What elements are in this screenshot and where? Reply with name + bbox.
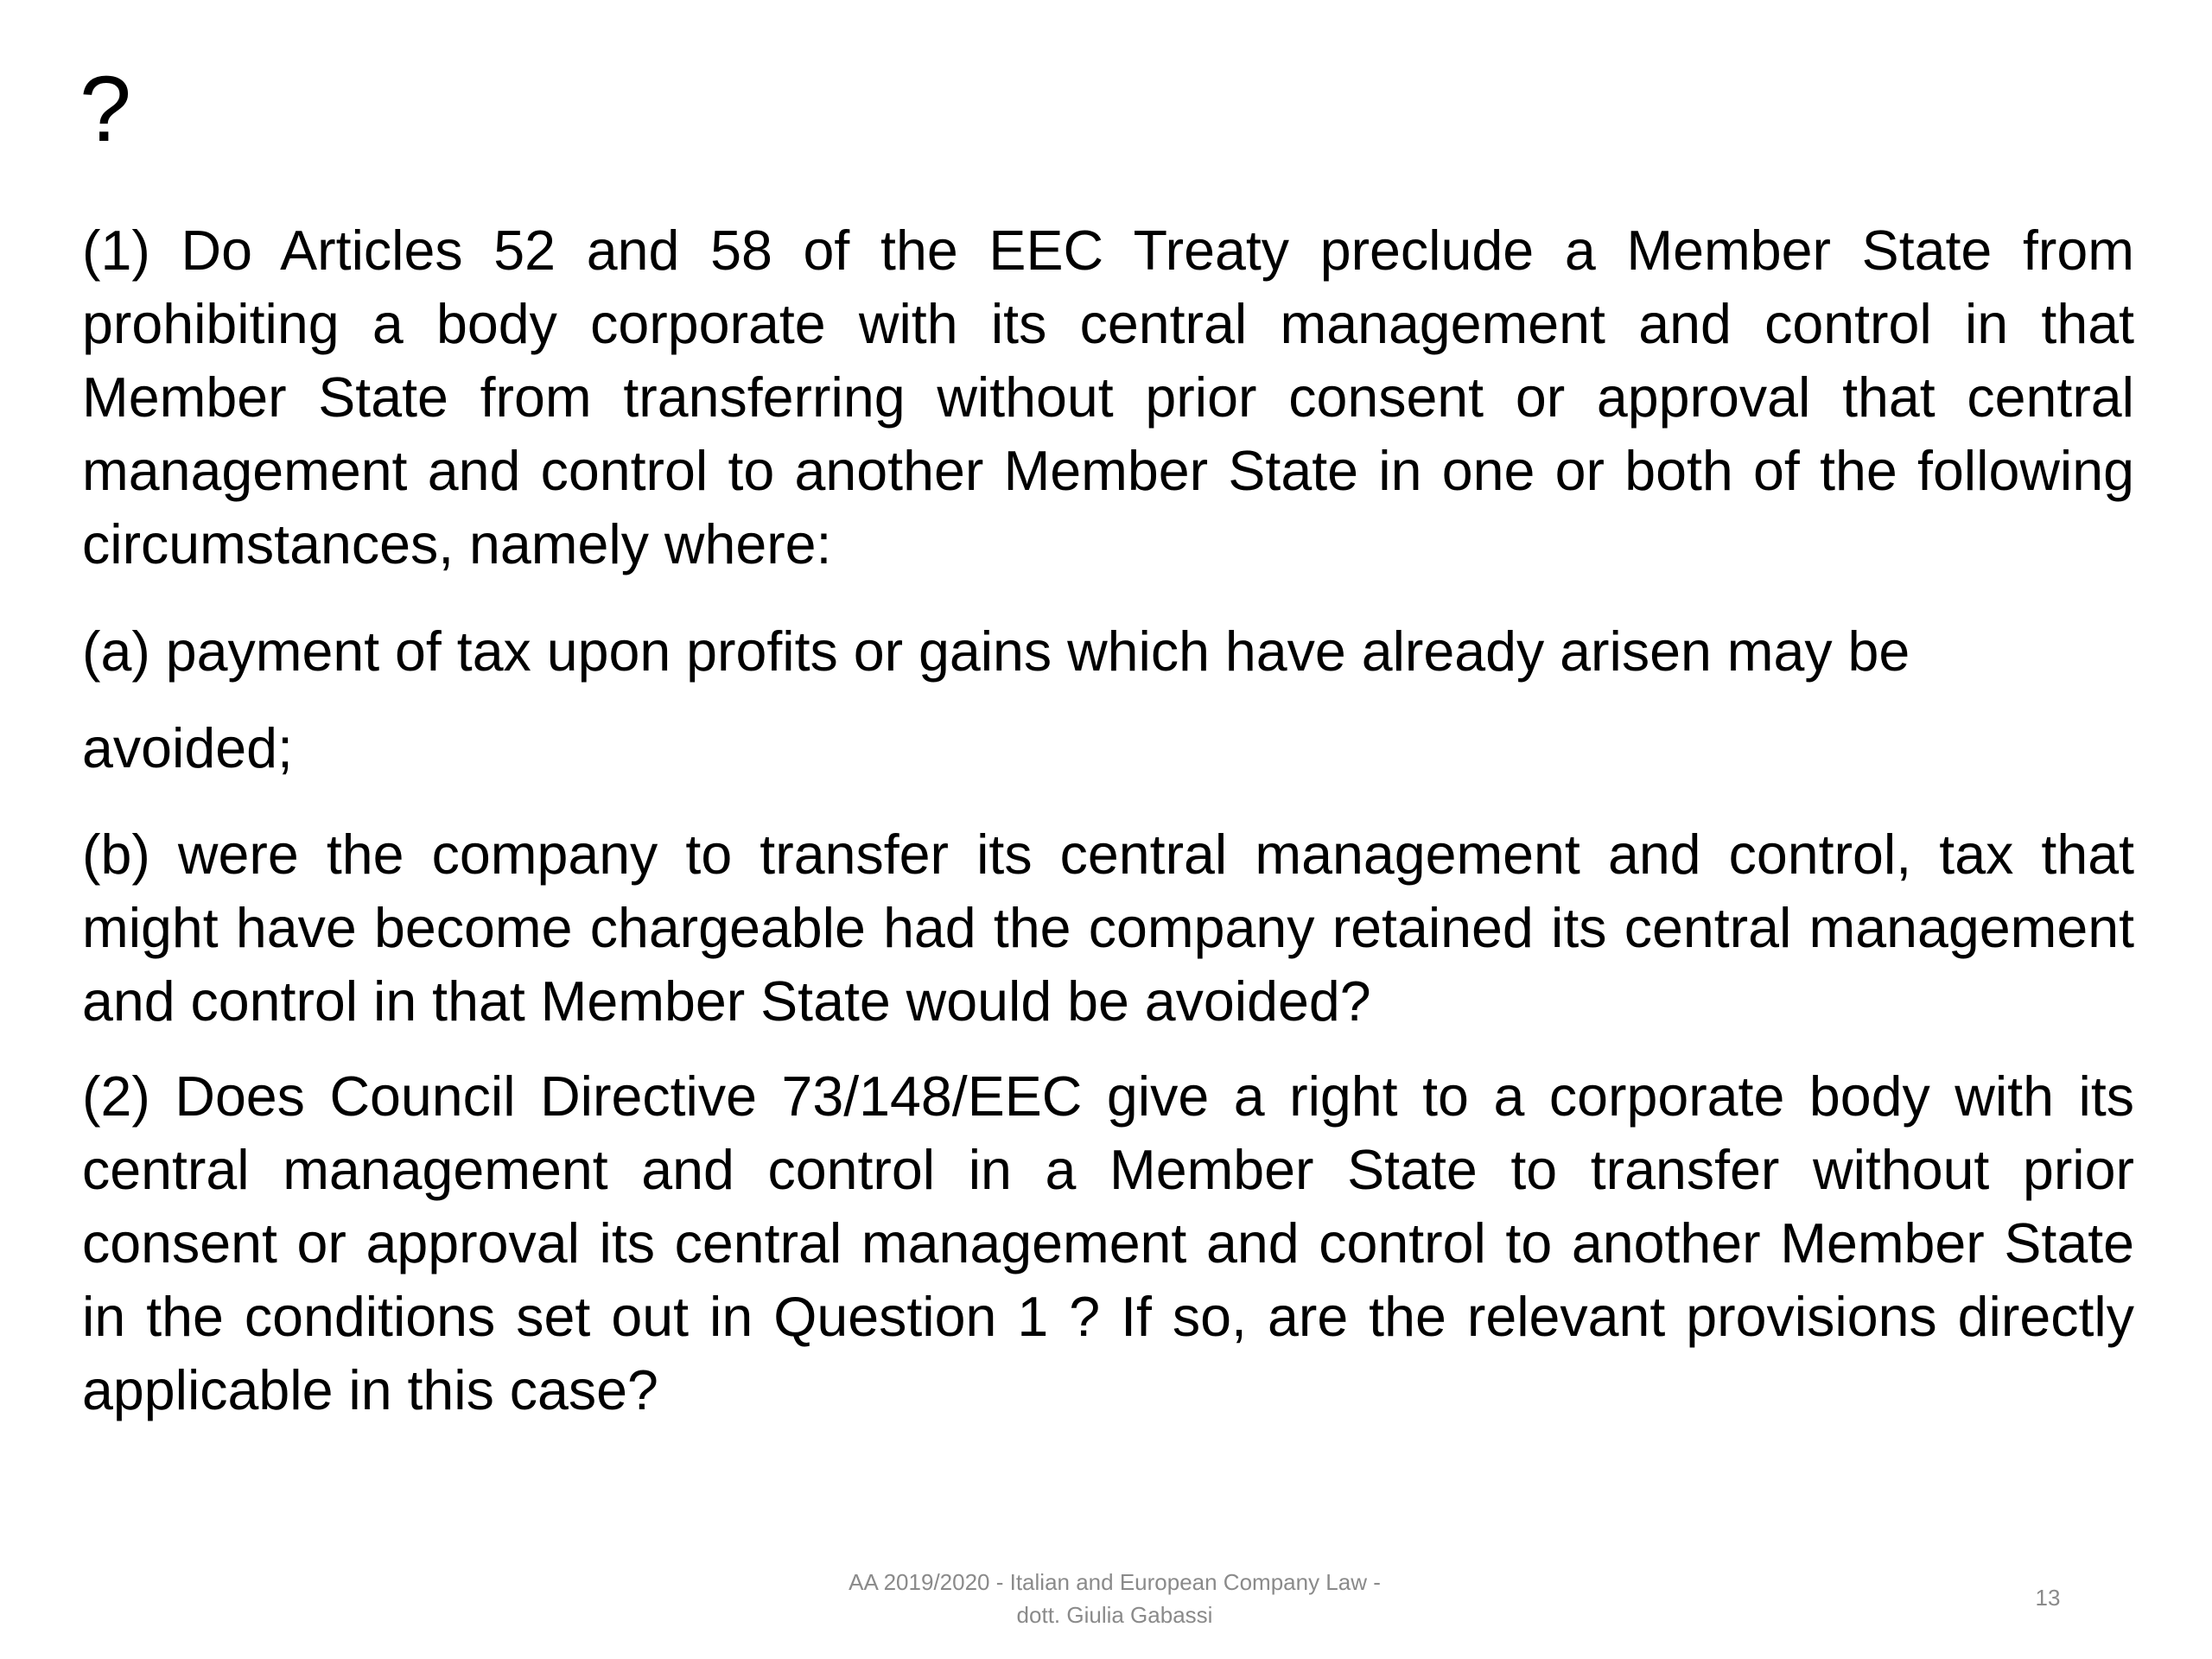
slide-title: ?: [79, 56, 132, 161]
slide-body: [82, 214, 2134, 1449]
footer-author-line: dott. Giulia Gabassi: [1016, 1602, 1213, 1628]
question-1a-paragraph: (a) payment of tax upon profits or gains which have already arisen may be avoided;: [82, 620, 1910, 779]
page-number: 13: [2035, 1585, 2061, 1611]
question-1b-paragraph: (b) were the company to transfer its central management and control, tax that might have become chargeable had the company retained its central management and control in that Member State would be avoided?: [82, 823, 2134, 1033]
footer-course-line: AA 2019/2020 - Italian and European Company Law -: [849, 1569, 1381, 1595]
slide-footer: [778, 1566, 1452, 1631]
question-2-paragraph: (2) Does Council Directive 73/148/EEC give a right to a corporate body with its central management and control in a Member State to transfer without prior consent or approval its central management and control to another Member State in the conditions set out in Question 1 ? If so, are the relevant provisions directly applicable in this case?: [82, 1065, 2134, 1421]
question-1-paragraph: (1) Do Articles 52 and 58 of the EEC Treaty preclude a Member State from prohibiting a body corporate with its central management and control in that Member State from transferring without prior consent or approval that central management and control to another Member State in one or both of the following circumstances, namely where:: [82, 219, 2134, 575]
